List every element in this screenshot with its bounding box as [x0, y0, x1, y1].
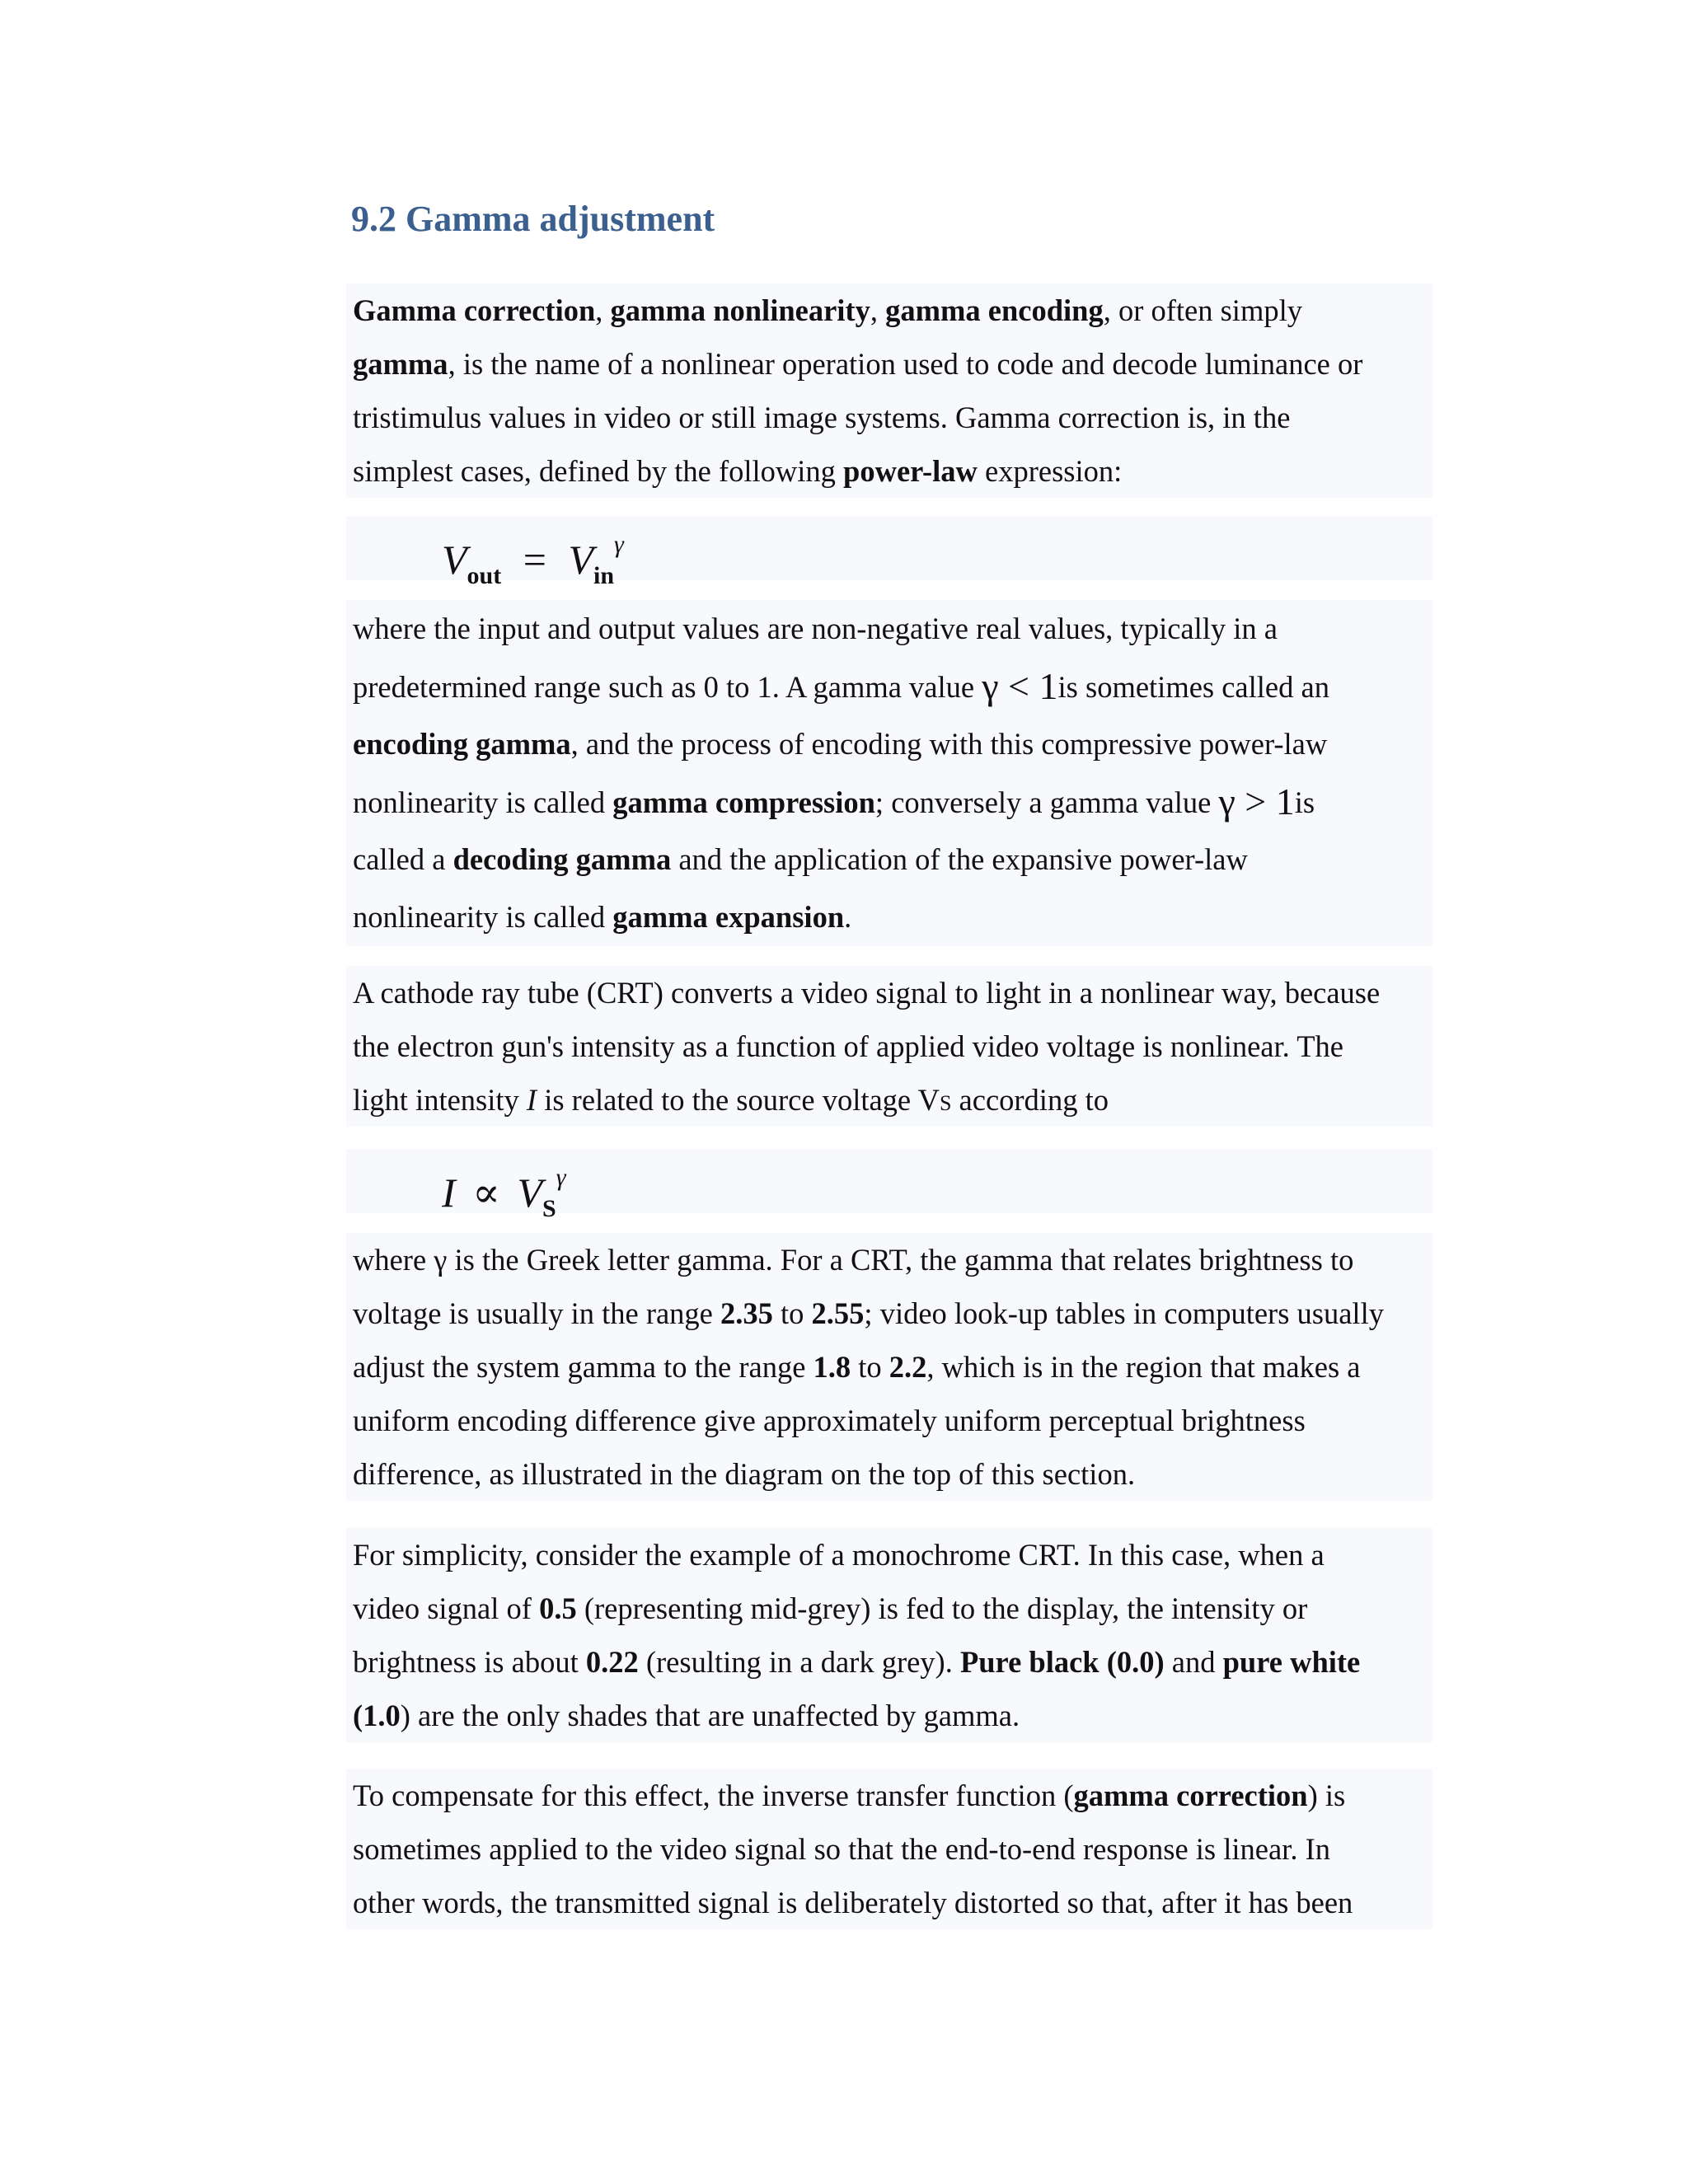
text-run: adjust the system gamma to the range: [353, 1350, 814, 1384]
paragraph-encoding-gamma: [346, 600, 1432, 946]
text-run: to: [772, 1296, 812, 1330]
italic-symbol: I: [526, 1083, 537, 1117]
text-run: expression:: [977, 454, 1123, 488]
text-run: , which is in the region that makes a: [926, 1350, 1361, 1384]
eq-subscript: out: [467, 562, 502, 589]
gamma-inequality: γ < 1: [982, 665, 1058, 707]
text-line: [353, 444, 1432, 498]
text-line: [353, 284, 1432, 337]
bold-term: (1.0: [353, 1699, 401, 1732]
text-line: uniform encoding difference give approximately uniform perceptual brightness: [353, 1404, 1306, 1437]
text-run: video signal of: [353, 1591, 540, 1625]
section-heading: 9.2 Gamma adjustment: [351, 199, 715, 239]
text-line: [353, 1073, 1432, 1127]
bold-term: Pure black (0.0): [959, 1645, 1165, 1679]
text-run: is related to the source voltage V: [537, 1083, 940, 1117]
text-run: ) is: [1307, 1779, 1346, 1812]
text-line: [353, 715, 1432, 773]
eq-superscript: γ: [614, 531, 624, 558]
text-run: To compensate for this effect, the inverse transfer function (: [353, 1779, 1074, 1812]
text-line: [353, 888, 1432, 946]
text-run: predetermined range such as 0 to 1. A gamma value: [353, 670, 982, 704]
eq-superscript: γ: [556, 1164, 566, 1191]
text-line: [353, 1689, 1432, 1742]
text-run: ; conversely a gamma value: [874, 785, 1219, 819]
bold-term: 2.2: [889, 1350, 927, 1384]
text-line: [353, 658, 1432, 715]
text-run: .: [844, 900, 852, 934]
eq-operator: ∝: [472, 1169, 500, 1216]
text-run: to: [851, 1350, 889, 1384]
text-line: tristimulus values in video or still image systems. Gamma correction is, in the: [353, 401, 1291, 434]
text-run: , and the process of encoding with this compressive power-law: [570, 727, 1328, 761]
eq-subscript: S: [542, 1195, 556, 1222]
eq-symbol: V: [442, 537, 467, 583]
text-run: ) are the only shades that are unaffected by gamma.: [400, 1699, 1020, 1732]
text-run: light intensity: [353, 1083, 527, 1117]
equation-power-law: [346, 516, 1432, 589]
bold-term: gamma compression: [612, 785, 875, 819]
text-run: ; video look-up tables in computers usually: [864, 1296, 1384, 1330]
text-run: according to: [951, 1083, 1109, 1117]
paragraph-monochrome-example: [346, 1528, 1432, 1742]
bold-term: 0.5: [539, 1591, 577, 1625]
bold-term: 2.35: [720, 1296, 773, 1330]
paragraph-crt: [346, 966, 1432, 1127]
text-run: simplest cases, defined by the following: [353, 454, 844, 488]
text-line: For simplicity, consider the example of a monochrome CRT. In this case, when a: [353, 1538, 1325, 1572]
eq-subscript: in: [593, 562, 615, 589]
text-line: [353, 1340, 1432, 1394]
equation-proportional: [346, 1149, 1432, 1222]
text-line: [353, 1635, 1432, 1689]
text-line: [353, 337, 1432, 391]
gamma-inequality: γ > 1: [1218, 780, 1295, 823]
bold-term: power-law: [843, 454, 978, 488]
text-line: difference, as illustrated in the diagram on the top of this section.: [353, 1457, 1136, 1491]
text-run: ,: [870, 293, 886, 327]
eq-symbol: V: [517, 1169, 543, 1216]
eq-symbol: I: [442, 1169, 456, 1216]
text-run: voltage is usually in the range: [353, 1296, 721, 1330]
bold-term: encoding gamma: [353, 727, 571, 761]
bold-term: gamma: [353, 347, 448, 381]
text-run: (representing mid-grey) is fed to the display, the intensity or: [576, 1591, 1308, 1625]
bold-term: gamma nonlinearity: [610, 293, 870, 327]
paragraph-gamma-definition: [346, 284, 1432, 498]
bold-term: gamma encoding: [885, 293, 1104, 327]
bold-term: pure white: [1222, 1645, 1361, 1679]
eq-operator: =: [523, 537, 546, 583]
text-line: sometimes applied to the video signal so that the end-to-end response is linear. In: [353, 1832, 1330, 1866]
paragraph-crt-gamma: [346, 1233, 1432, 1501]
text-run: nonlinearity is called: [353, 785, 613, 819]
subscript: S: [939, 1091, 952, 1115]
bold-term: Gamma correction: [353, 293, 596, 327]
paragraph-compensation: [346, 1769, 1432, 1929]
text-run: and the application of the expansive power-law: [671, 842, 1248, 876]
bold-term: 2.55: [811, 1296, 865, 1330]
bold-term: gamma correction: [1073, 1779, 1308, 1812]
text-run: , or often simply: [1103, 293, 1302, 327]
text-run: called a: [353, 842, 453, 876]
text-run: is: [1294, 785, 1315, 819]
bold-term: gamma expansion: [612, 900, 845, 934]
text-run: and: [1164, 1645, 1223, 1679]
text-line: [353, 1769, 1432, 1822]
text-line: where the input and output values are non-negative real values, typically in a: [353, 612, 1278, 645]
text-line: the electron gun's intensity as a function of applied video voltage is nonlinear. The: [353, 1029, 1343, 1063]
text-line: where γ is the Greek letter gamma. For a CRT, the gamma that relates brightness to: [353, 1243, 1354, 1277]
text-run: is sometimes called an: [1057, 670, 1329, 704]
text-run: (resulting in a dark grey).: [638, 1645, 960, 1679]
text-line: [353, 1286, 1432, 1340]
text-line: [353, 1582, 1432, 1635]
eq-symbol: V: [568, 537, 593, 583]
text-run: nonlinearity is called: [353, 900, 613, 934]
text-run: brightness is about: [353, 1645, 586, 1679]
text-line: [353, 773, 1432, 831]
bold-term: 0.22: [585, 1645, 639, 1679]
text-run: ,: [595, 293, 611, 327]
bold-term: decoding gamma: [452, 842, 672, 876]
text-line: other words, the transmitted signal is deliberately distorted so that, after it has been: [353, 1886, 1353, 1919]
bold-term: 1.8: [813, 1350, 851, 1384]
text-run: , is the name of a nonlinear operation used to code and decode luminance or: [448, 347, 1363, 381]
text-line: A cathode ray tube (CRT) converts a video signal to light in a nonlinear way, because: [353, 976, 1381, 1010]
text-line: [353, 831, 1432, 888]
